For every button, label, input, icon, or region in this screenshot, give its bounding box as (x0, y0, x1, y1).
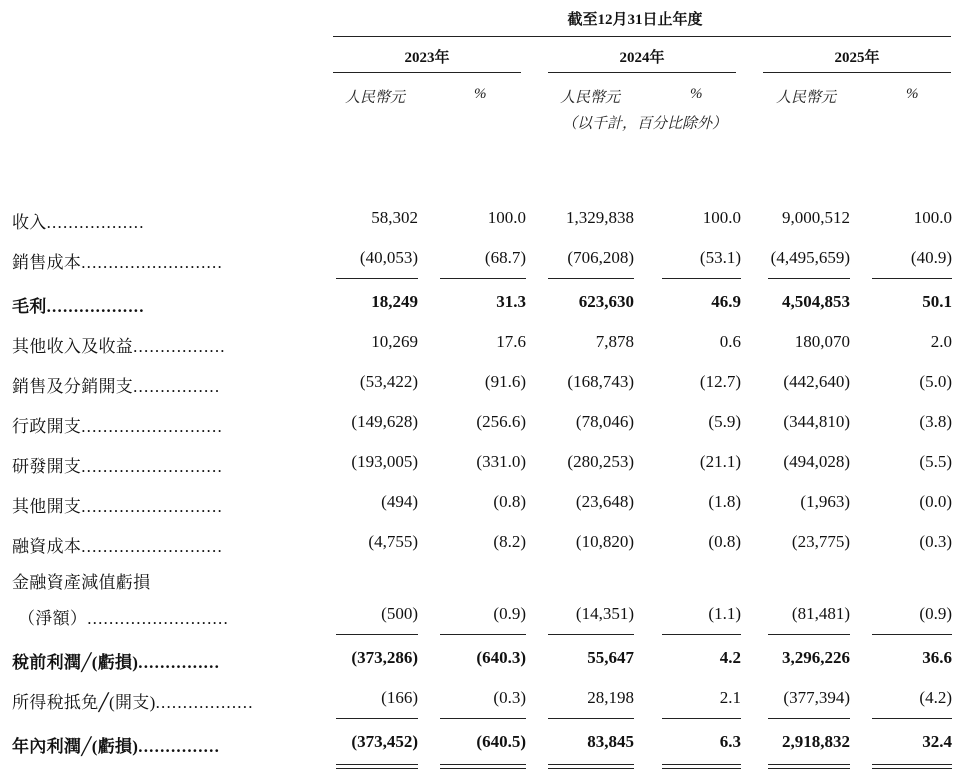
row-value: (21.1) (699, 452, 741, 471)
single-rule (662, 718, 741, 719)
row-value: (5.5) (919, 452, 952, 471)
row-value: 9,000,512 (782, 208, 850, 227)
single-rule (336, 634, 418, 635)
row-value: 2.0 (930, 332, 952, 351)
row-value: 100.0 (913, 208, 952, 227)
year-2024-rule (548, 72, 736, 73)
row-value: (344,810) (783, 412, 850, 431)
row-label-text: 稅前利潤╱(虧損) (12, 653, 139, 672)
row-value: 7,878 (595, 332, 634, 351)
row-label (12, 648, 220, 673)
row-label-text: 所得稅抵免╱(開支) (12, 693, 156, 712)
row-label-text: 銷售及分銷開支 (12, 377, 134, 396)
row-value: 6.3 (719, 732, 741, 751)
row-value: (706,208) (567, 248, 634, 267)
row-value: 36.6 (922, 648, 952, 667)
row-label-text: 年內利潤╱(虧損) (12, 737, 139, 756)
row-value: (40.9) (910, 248, 952, 267)
row-leader-dots: .................. (46, 213, 145, 232)
single-rule (872, 718, 952, 719)
row-leader-dots: .......................... (81, 537, 223, 556)
single-rule (768, 634, 850, 635)
row-label (12, 412, 223, 437)
single-rule (548, 718, 634, 719)
row-value: (4.2) (919, 688, 952, 707)
row-value: (193,005) (351, 452, 418, 471)
row-value: (0.8) (493, 492, 526, 511)
row-leader-dots: ................. (133, 337, 226, 356)
single-rule (440, 718, 526, 719)
row-value: (0.9) (493, 604, 526, 623)
row-value: 100.0 (702, 208, 741, 227)
row-value: (0.0) (919, 492, 952, 511)
row-value: (256.6) (476, 412, 526, 431)
row-value: 180,070 (794, 332, 850, 351)
row-value: (0.3) (493, 688, 526, 707)
period-rule (333, 36, 951, 37)
row-value: (12.7) (699, 372, 741, 391)
row-label-text: 金融資產減值虧損 (12, 573, 151, 592)
period-header: 截至12月31日止年度 (567, 12, 703, 28)
row-value: (442,640) (783, 372, 850, 391)
single-rule (872, 278, 952, 279)
year-2025-rule (763, 72, 951, 73)
row-value: (168,743) (567, 372, 634, 391)
single-rule (548, 278, 634, 279)
year-2023-rule (333, 72, 521, 73)
year-2023: 2023年 (404, 50, 450, 66)
single-rule (768, 278, 850, 279)
row-value: 32.4 (922, 732, 952, 751)
row-value: (23,648) (575, 492, 634, 511)
row-value: (149,628) (351, 412, 418, 431)
row-value: (0.3) (919, 532, 952, 551)
row-label-text: 銷售成本 (12, 253, 82, 272)
row-value: (0.8) (708, 532, 741, 551)
row-value: 0.6 (719, 332, 741, 351)
row-value: (640.5) (476, 732, 526, 751)
double-rule (440, 764, 526, 769)
row-value: (8.2) (493, 532, 526, 551)
row-label-text: 其他收入及收益 (12, 337, 134, 356)
row-value: 17.6 (496, 332, 526, 351)
row-value: (4,495,659) (770, 248, 850, 267)
single-rule (662, 278, 741, 279)
row-label-text: 其他開支 (12, 497, 82, 516)
row-value: 4,504,853 (782, 292, 850, 311)
row-value: (1.1) (708, 604, 741, 623)
row-leader-dots: .......................... (81, 417, 223, 436)
unit-2023-amount: 人民幣元 (345, 90, 406, 106)
row-value: (5.9) (708, 412, 741, 431)
row-value: 31.3 (496, 292, 526, 311)
row-value: (373,286) (351, 648, 418, 667)
row-leader-dots: .......................... (87, 609, 229, 628)
single-rule (336, 278, 418, 279)
row-value: 46.9 (711, 292, 741, 311)
single-rule (872, 634, 952, 635)
row-label (12, 452, 223, 477)
year-2025: 2025年 (834, 50, 880, 66)
row-value: (23,775) (791, 532, 850, 551)
single-rule (440, 278, 526, 279)
row-leader-dots: .......................... (81, 497, 223, 516)
row-value: 55,647 (587, 648, 634, 667)
row-value: (166) (381, 688, 418, 707)
row-value: (1.8) (708, 492, 741, 511)
row-leader-dots: ............... (138, 653, 221, 672)
row-leader-dots: .................. (46, 297, 145, 316)
row-label (12, 292, 145, 317)
row-value: 2.1 (719, 688, 741, 707)
row-leader-dots: ................ (133, 377, 221, 396)
row-value: (78,046) (575, 412, 634, 431)
row-value: 28,198 (587, 688, 634, 707)
row-value: (53,422) (359, 372, 418, 391)
row-value: (3.8) (919, 412, 952, 431)
row-label (12, 492, 223, 517)
double-rule (662, 764, 741, 769)
row-value: (0.9) (919, 604, 952, 623)
row-label-text: 融資成本 (12, 537, 82, 556)
row-value: (640.3) (476, 648, 526, 667)
row-value: (40,053) (359, 248, 418, 267)
double-rule (548, 764, 634, 769)
row-label (12, 732, 220, 757)
row-label (12, 532, 223, 557)
single-rule (336, 718, 418, 719)
row-value: (494,028) (783, 452, 850, 471)
row-value: (331.0) (476, 452, 526, 471)
row-value: 18,249 (371, 292, 418, 311)
row-value: (1,963) (800, 492, 850, 511)
row-value: (500) (381, 604, 418, 623)
year-2024: 2024年 (619, 50, 665, 66)
single-rule (768, 718, 850, 719)
unit-2025-amount: 人民幣元 (776, 90, 837, 106)
row-value: (377,394) (783, 688, 850, 707)
row-leader-dots: .................. (155, 693, 254, 712)
row-label-text: 收入 (12, 213, 47, 232)
row-value: (10,820) (575, 532, 634, 551)
row-value: (5.0) (919, 372, 952, 391)
row-label-text: （淨額） (18, 609, 88, 628)
unit-note: （以千計，百分比除外） (562, 116, 728, 132)
row-value: 50.1 (922, 292, 952, 311)
single-rule (548, 634, 634, 635)
unit-2024-amount: 人民幣元 (560, 90, 621, 106)
unit-2024-pct: % (690, 86, 703, 102)
row-leader-dots: .......................... (81, 253, 223, 272)
row-value: 10,269 (371, 332, 418, 351)
unit-2023-pct: % (474, 86, 487, 102)
row-leader-dots: ............... (138, 737, 221, 756)
row-value: 2,918,832 (782, 732, 850, 751)
double-rule (872, 764, 952, 769)
row-value: (91.6) (484, 372, 526, 391)
row-label (12, 688, 254, 713)
double-rule (768, 764, 850, 769)
row-value: (81,481) (791, 604, 850, 623)
row-value: 83,845 (587, 732, 634, 751)
single-rule (440, 634, 526, 635)
row-label (12, 208, 145, 233)
row-value: (53.1) (699, 248, 741, 267)
row-value: 623,630 (578, 292, 634, 311)
row-value: 3,296,226 (782, 648, 850, 667)
row-label (12, 568, 150, 593)
row-value: (68.7) (484, 248, 526, 267)
row-label-text: 行政開支 (12, 417, 82, 436)
single-rule (662, 634, 741, 635)
row-label (12, 372, 220, 397)
row-label (12, 248, 223, 273)
row-label-text: 研發開支 (12, 457, 82, 476)
row-value: 58,302 (371, 208, 418, 227)
row-value: (494) (381, 492, 418, 511)
row-value: (373,452) (351, 732, 418, 751)
row-value: 4.2 (719, 648, 741, 667)
row-leader-dots: .......................... (81, 457, 223, 476)
row-label-text: 毛利 (12, 297, 47, 316)
row-value: 1,329,838 (566, 208, 634, 227)
row-value: (280,253) (567, 452, 634, 471)
row-value: 100.0 (487, 208, 526, 227)
double-rule (336, 764, 418, 769)
row-value: (4,755) (368, 532, 418, 551)
row-label (12, 332, 226, 357)
unit-2025-pct: % (906, 86, 919, 102)
row-label (18, 604, 229, 629)
row-value: (14,351) (575, 604, 634, 623)
